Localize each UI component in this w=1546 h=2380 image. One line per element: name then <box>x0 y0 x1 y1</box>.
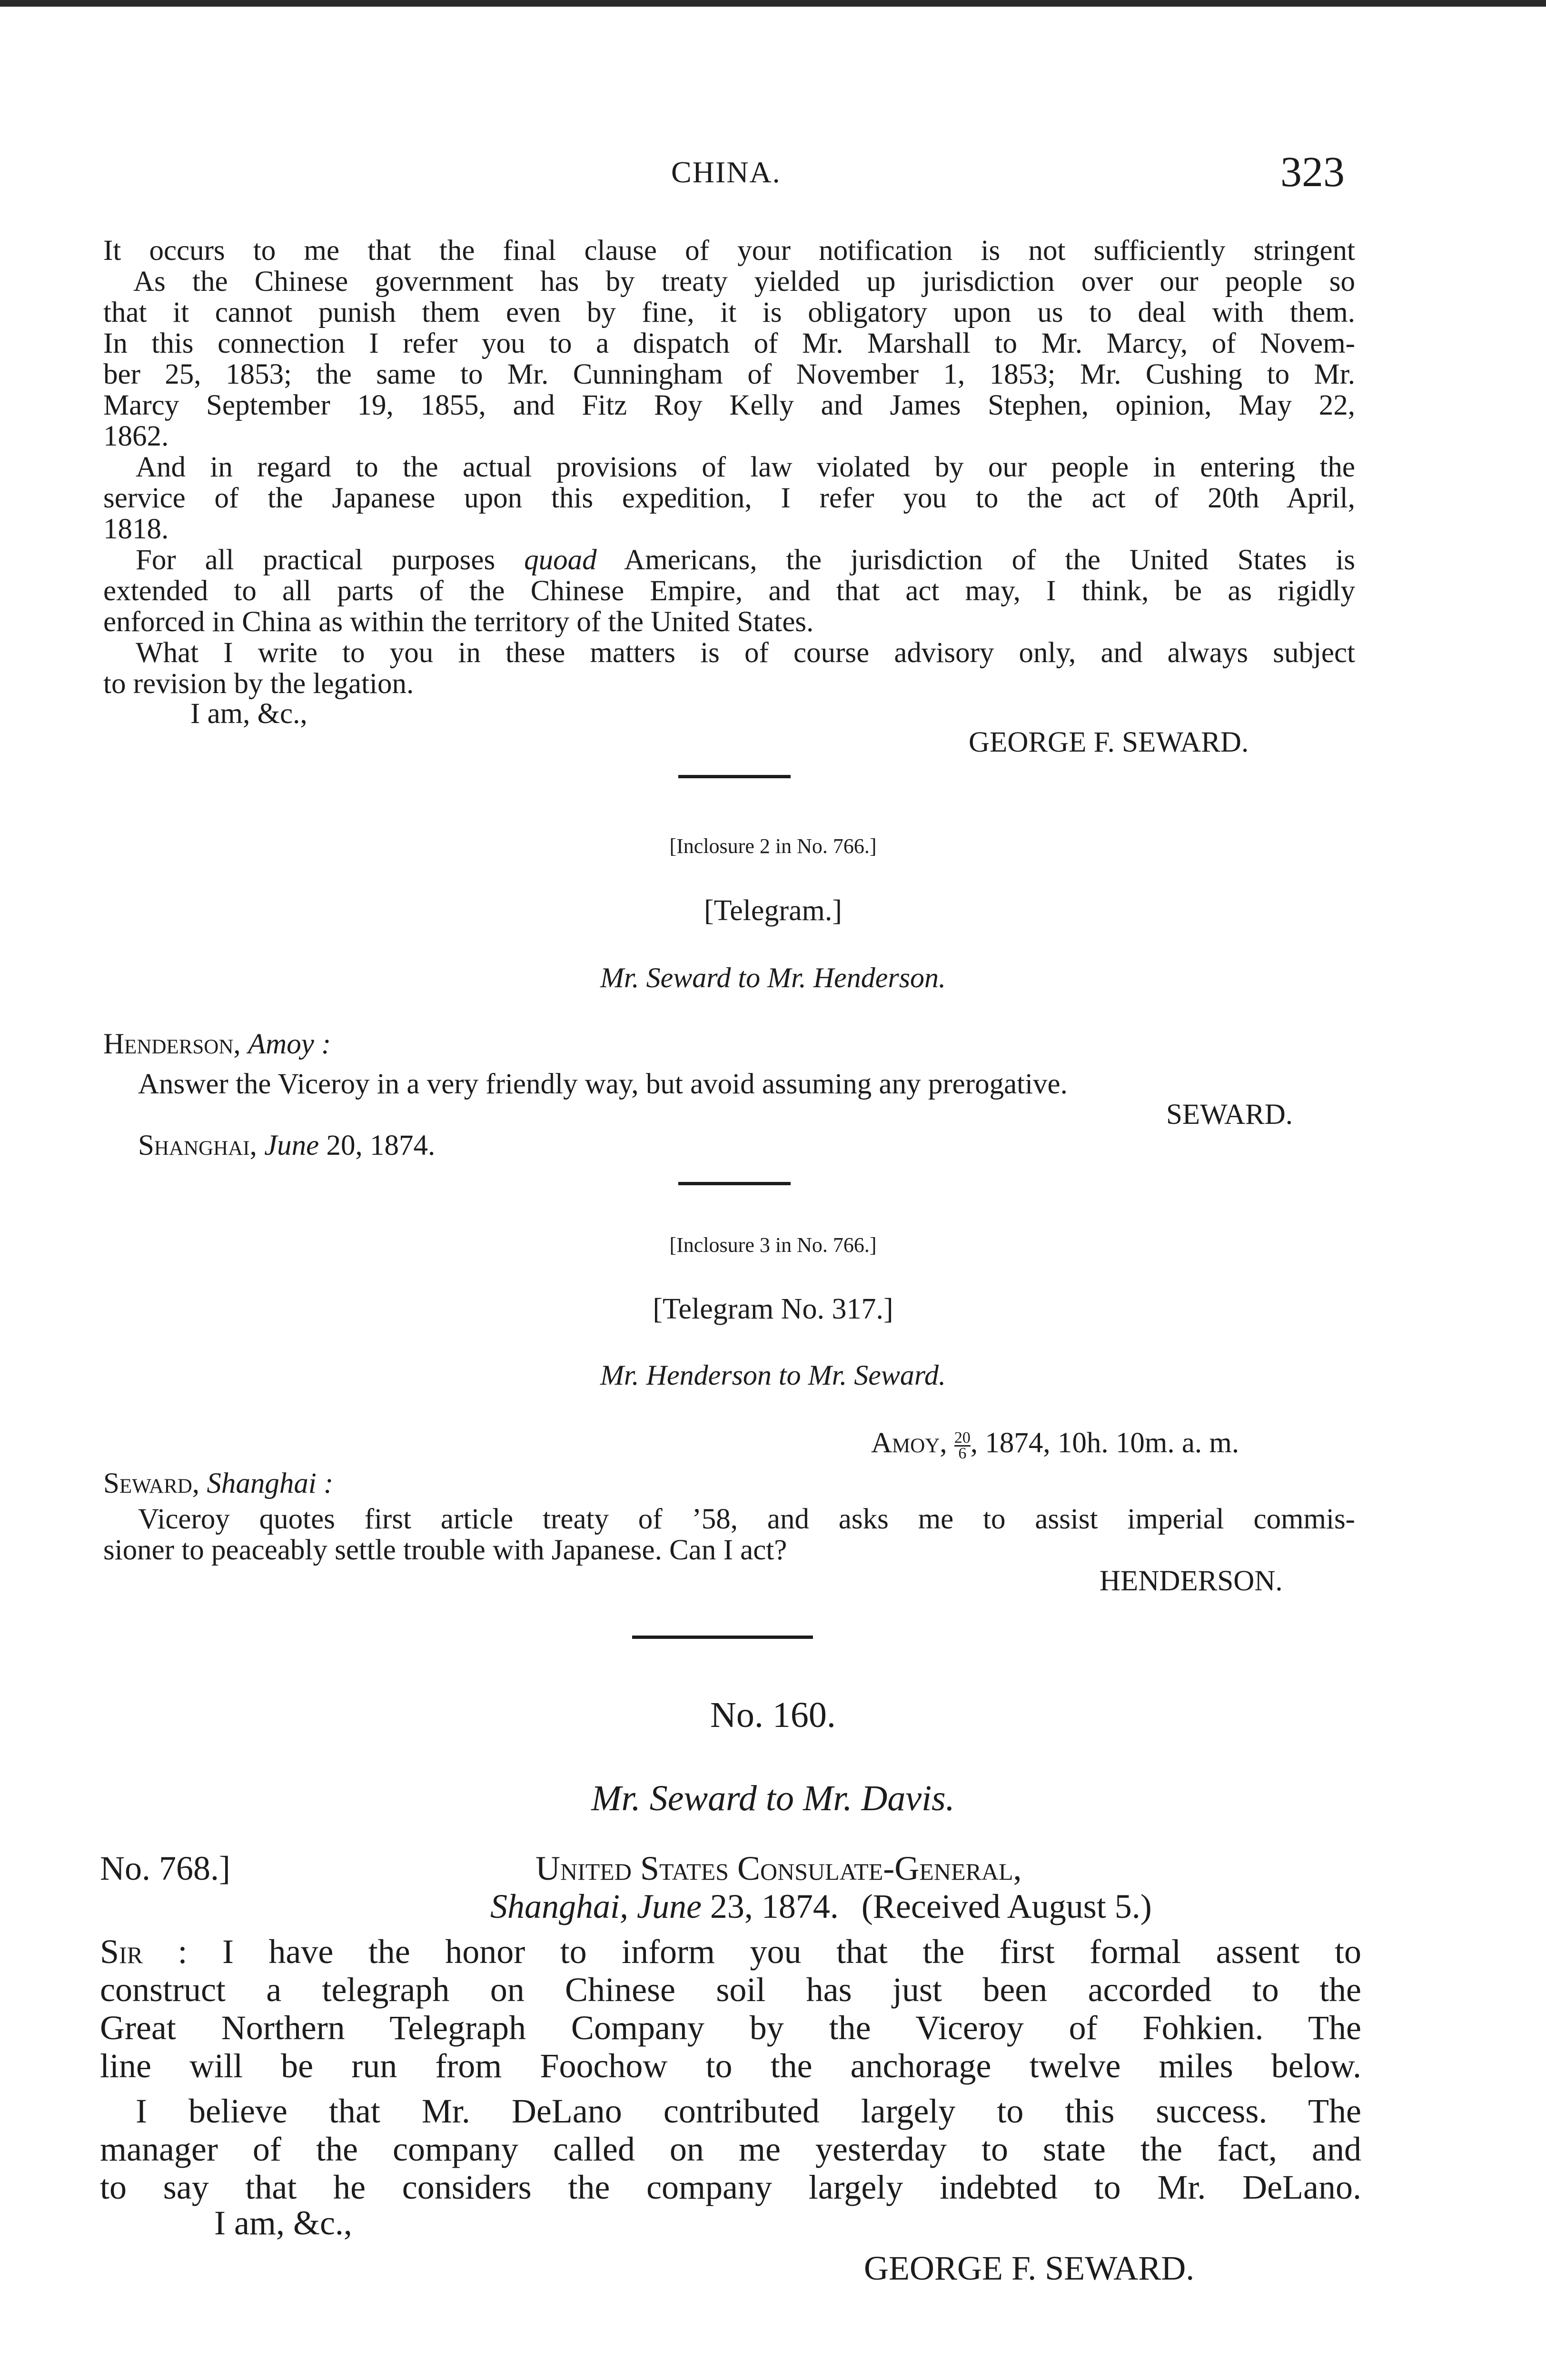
text-line: 1862. <box>103 420 169 452</box>
text-line: to revision by the legation. <box>103 668 414 700</box>
text-line: I believe that Mr. DeLano contributed largely to this success. The <box>136 2092 1361 2130</box>
text-line: manager of the company called on me yesterday to state the fact, and <box>100 2130 1361 2168</box>
page-number: 323 <box>1280 149 1345 196</box>
telegram-signature: SEWARD. <box>1166 1099 1293 1130</box>
inclosure-heading: [Inclosure 3 in No. 766.] <box>669 1233 877 1257</box>
address: Seward, Shanghai : <box>103 1468 334 1499</box>
dispatch-number: No. 768.] <box>100 1849 230 1887</box>
dateline: Shanghai, June 20, 1874. <box>138 1130 436 1161</box>
text-line: extended to all parts of the Chinese Empire, and that act may, I think, be as rigidly <box>103 575 1355 607</box>
text-line: Marcy September 19, 1855, and Fitz Roy Kelly and James Stephen, opinion, May 22, <box>103 389 1355 421</box>
from-to: Mr. Seward to Mr. Davis. <box>591 1778 955 1818</box>
dateline: Shanghai, June 23, 1874. (Received August 5.) <box>490 1887 1152 1925</box>
text-line: construct a telegraph on Chinese soil has just been accorded to the <box>100 1971 1361 2009</box>
text-line: that it cannot punish them even by fine, it is obligatory upon us to deal with them. <box>103 297 1355 328</box>
telegram-signature: HENDERSON. <box>1100 1565 1283 1597</box>
text-line: Great Northern Telegraph Company by the Viceroy of Fohkien. The <box>100 2009 1361 2047</box>
signature: GEORGE F. SEWARD. <box>969 726 1249 758</box>
from-to: Mr. Henderson to Mr. Seward. <box>600 1359 946 1391</box>
telegram-message: sioner to peaceably settle trouble with Japanese. Can I act? <box>103 1534 787 1566</box>
separator-rule <box>678 1182 791 1185</box>
text-line: to say that he considers the company largely indebted to Mr. DeLano. <box>100 2168 1361 2206</box>
text-line: service of the Japanese upon this expedition, I refer you to the act of 20th April, <box>103 482 1355 514</box>
closing: I am, &c., <box>190 698 307 730</box>
text-line: enforced in China as within the territory of the United States. <box>103 606 814 638</box>
telegram-label: [Telegram No. 317.] <box>653 1293 893 1325</box>
address: Henderson, Amoy : <box>103 1028 331 1060</box>
text-line: In this connection I refer you to a dispatch of Mr. Marshall to Mr. Marcy, of Novem- <box>103 327 1355 359</box>
telegram-date: Amoy, $\frac{20}{6}$ , 1874, 10h. 10m. a. m. <box>871 1427 1239 1462</box>
separator-rule <box>678 775 791 778</box>
text-line: What I write to you in these matters is of course advisory only, and always subject <box>136 637 1355 669</box>
text-line: As the Chinese government has by treaty yielded up jurisdiction over our people so <box>133 266 1355 298</box>
office-heading: United States Consulate-General, <box>535 1849 1022 1887</box>
separator-rule <box>632 1636 813 1639</box>
text-line: line will be run from Foochow to the anchorage twelve miles below. <box>100 2047 1361 2085</box>
text-line: Sir : I have the honor to inform you that the first formal assent to <box>100 1933 1362 1971</box>
document-number: No. 160. <box>710 1695 836 1735</box>
text-line: It occurs to me that the final clause of your notification is not sufficiently stringent <box>103 235 1355 267</box>
inclosure-heading: [Inclosure 2 in No. 766.] <box>669 834 877 858</box>
telegram-label: [Telegram.] <box>704 894 842 927</box>
running-title: CHINA. <box>671 155 781 189</box>
telegram-message: Answer the Viceroy in a very friendly way, but avoid assuming any prerogative. <box>138 1068 1068 1100</box>
text-line: ber 25, 1853; the same to Mr. Cunningham of November 1, 1853; Mr. Cushing to Mr. <box>103 358 1355 390</box>
text-line: For all practical purposes quoad Americans, the jurisdiction of the United States is <box>136 544 1355 576</box>
closing: I am, &c., <box>214 2204 352 2242</box>
from-to: Mr. Seward to Mr. Henderson. <box>600 962 946 993</box>
top-border <box>0 0 1546 7</box>
telegram-message: Viceroy quotes first article treaty of ’58, and asks me to assist imperial commis- <box>138 1503 1355 1535</box>
text-line: 1818. <box>103 513 169 545</box>
text-line: And in regard to the actual provisions of law violated by our people in entering the <box>136 451 1355 483</box>
signature: GEORGE F. SEWARD. <box>864 2249 1195 2287</box>
